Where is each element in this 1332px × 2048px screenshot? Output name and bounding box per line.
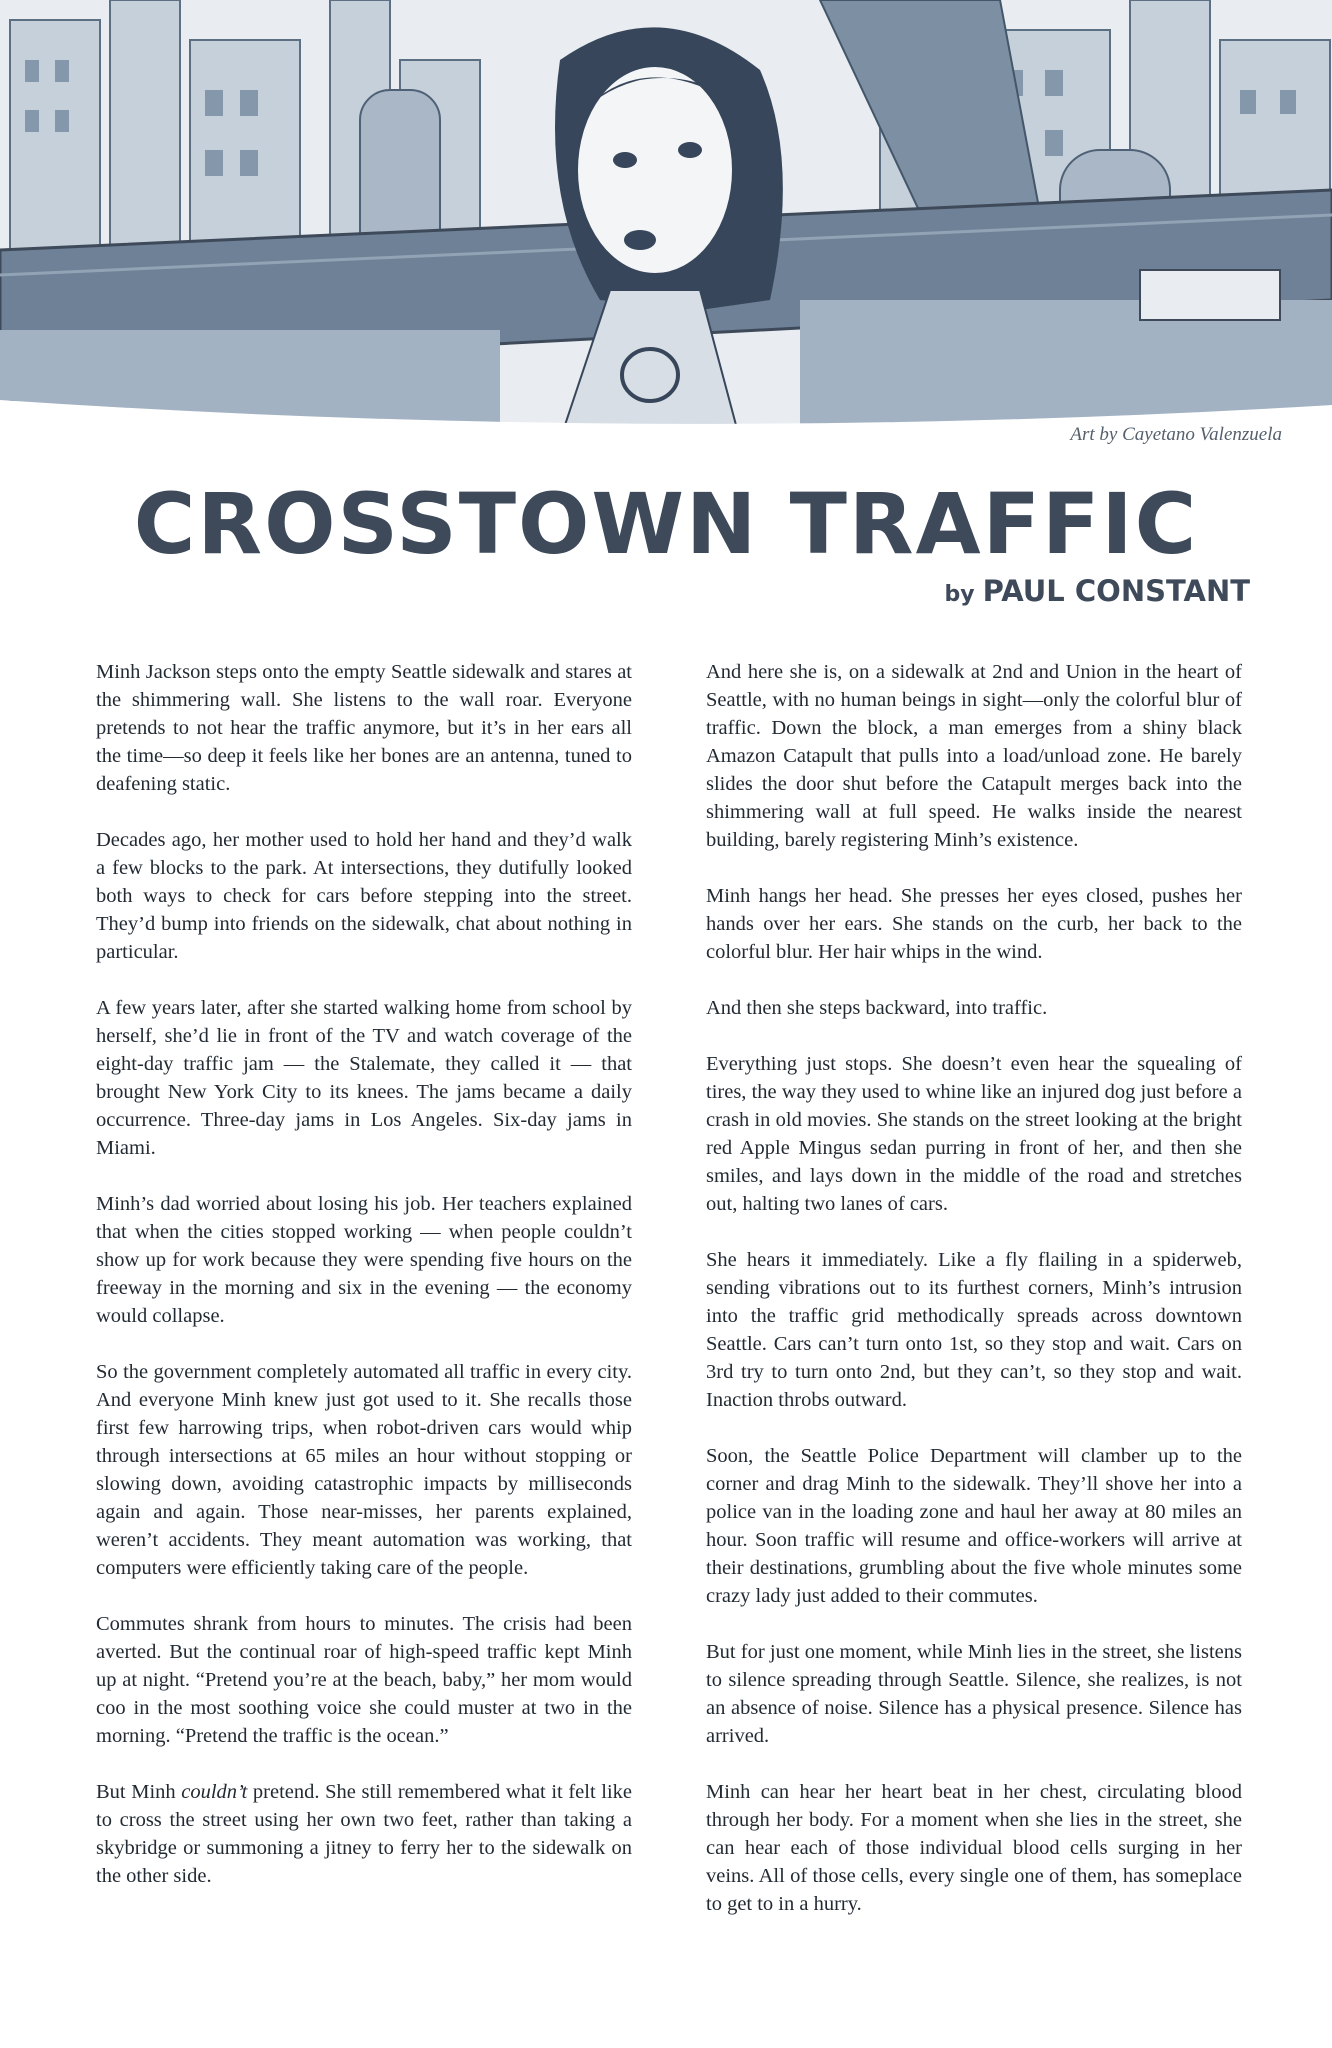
paragraph: Commutes shrank from hours to minutes. The crisis had been averted. But the continual roar of high-speed traffic kept Minh up at night. “Pretend you’re at the beach, baby,” her mom would coo in the most soothing voice she could muster at two in the morning. “Pretend the traffic is the ocean.” <box>96 1613 632 1747</box>
left-column <box>96 658 632 1918</box>
paragraph: Decades ago, her mother used to hold her hand and they’d walk a few blocks to the park. At intersections, they dutifully looked both ways to check for cars before stepping into the street. They’d bump into friends on the sidewalk, chat about nothing in particular. <box>96 829 632 963</box>
paragraph-text: But Minh <box>96 1781 182 1803</box>
paragraph <box>96 1778 632 1890</box>
paragraph: But for just one moment, while Minh lies in the street, she listens to silence spreading through Seattle. Silence, she realizes, is not an absence of noise. Silence has a physical presence. Silence has arrived. <box>706 1641 1242 1747</box>
paragraph: So the government completely automated all traffic in every city. And everyone Minh knew just got used to it. She recalls those first few harrowing trips, when robot-driven cars would whip through intersections at 65 miles an hour without stopping or slowing down, avoiding catastrophic impacts by milliseconds again and again. Those near-misses, her parents explained, weren’t accidents. They meant automation was working, that computers were efficiently taking care of the people. <box>96 1361 632 1579</box>
paragraph: Everything just stops. She doesn’t even hear the squealing of tires, the way they used to whine like an injured dog just before a crash in old movies. She stands on the street looking at the bright red Apple Mingus sedan purring in front of her, and then she smiles, and lays down in the middle of the road and stretches out, halting two lanes of cars. <box>706 1053 1242 1215</box>
paragraph: She hears it immediately. Like a fly flailing in a spiderweb, sending vibrations out to its furthest corners, Minh’s intrusion into the traffic grid methodically spreads across downtown Seattle. Cars can’t turn onto 1st, so they stop and wait. Cars on 3rd try to turn onto 2nd, but they can’t, so they stop and wait. Inaction throbs outward. <box>706 1249 1242 1411</box>
paragraph: And here she is, on a sidewalk at 2nd and Union in the heart of Seattle, with no human beings in sight—only the colorful blur of traffic. Down the block, a man emerges from a shiny black Amazon Catapult that pulls into a load/unload zone. He barely slides the door shut before the Catapult merges back into the shimmering wall at full speed. He walks inside the nearest building, barely registering Minh’s existence. <box>706 661 1242 851</box>
author-name: PAUL CONSTANT <box>982 574 1250 608</box>
city-girl-illustration <box>0 0 1332 440</box>
story-title: CROSSTOWN TRAFFIC <box>133 475 1199 573</box>
byline-by: by <box>944 582 975 607</box>
art-credit: Art by Cayetano Valenzuela <box>1070 424 1282 445</box>
paragraph: Minh can hear her heart beat in her chest, circulating blood through her body. For a moment when she lies in the street, she can hear each of those individual blood cells surging in her veins. All of those cells, every single one of them, has someplace to get to in a hurry. <box>706 1781 1242 1915</box>
header-illustration <box>0 0 1332 440</box>
byline <box>945 574 1250 608</box>
paragraph: Minh Jackson steps onto the empty Seattle sidewalk and stares at the shimmering wall. She listens to the wall roar. Everyone pretends to not hear the traffic anymore, but it’s in her ears all the time—so deep it feels like her bones are an antenna, tuned to deafening static. <box>96 661 632 795</box>
emphasis-text: couldn’t <box>181 1781 248 1803</box>
paragraph: Minh’s dad worried about losing his job. Her teachers explained that when the cities stopped working — when people couldn’t show up for work because they were spending five hours on the freeway in the morning and six in the evening — the economy would collapse. <box>96 1193 632 1327</box>
paragraph-text: pretend. She still remembered what it felt like to cross the street using her own two feet, rather than taking a skybridge or summoning a jitney to ferry her to the sidewalk on the other side. <box>96 1781 633 1887</box>
paragraph: Soon, the Seattle Police Department will clamber up to the corner and drag Minh to the sidewalk. They’ll shove her into a police van in the loading zone and haul her away at 80 miles an hour. Soon traffic will resume and office-workers will arrive at their destinations, grumbling about the five whole minutes some crazy lady just added to their commutes. <box>706 1445 1242 1607</box>
paragraph: Minh hangs her head. She presses her eyes closed, pushes her hands over her ears. She stands on the curb, her back to the colorful blur. Her hair whips in the wind. <box>706 885 1242 963</box>
paragraph: A few years later, after she started walking home from school by herself, she’d lie in front of the TV and watch coverage of the eight-day traffic jam — the Stalemate, they called it — that brought New York City to its knees. The jams became a daily occurrence. Three-day jams in Los Angeles. Six-day jams in Miami. <box>96 997 632 1159</box>
paragraph: And then she steps backward, into traffic. <box>706 997 1048 1019</box>
right-column <box>706 658 1242 1946</box>
